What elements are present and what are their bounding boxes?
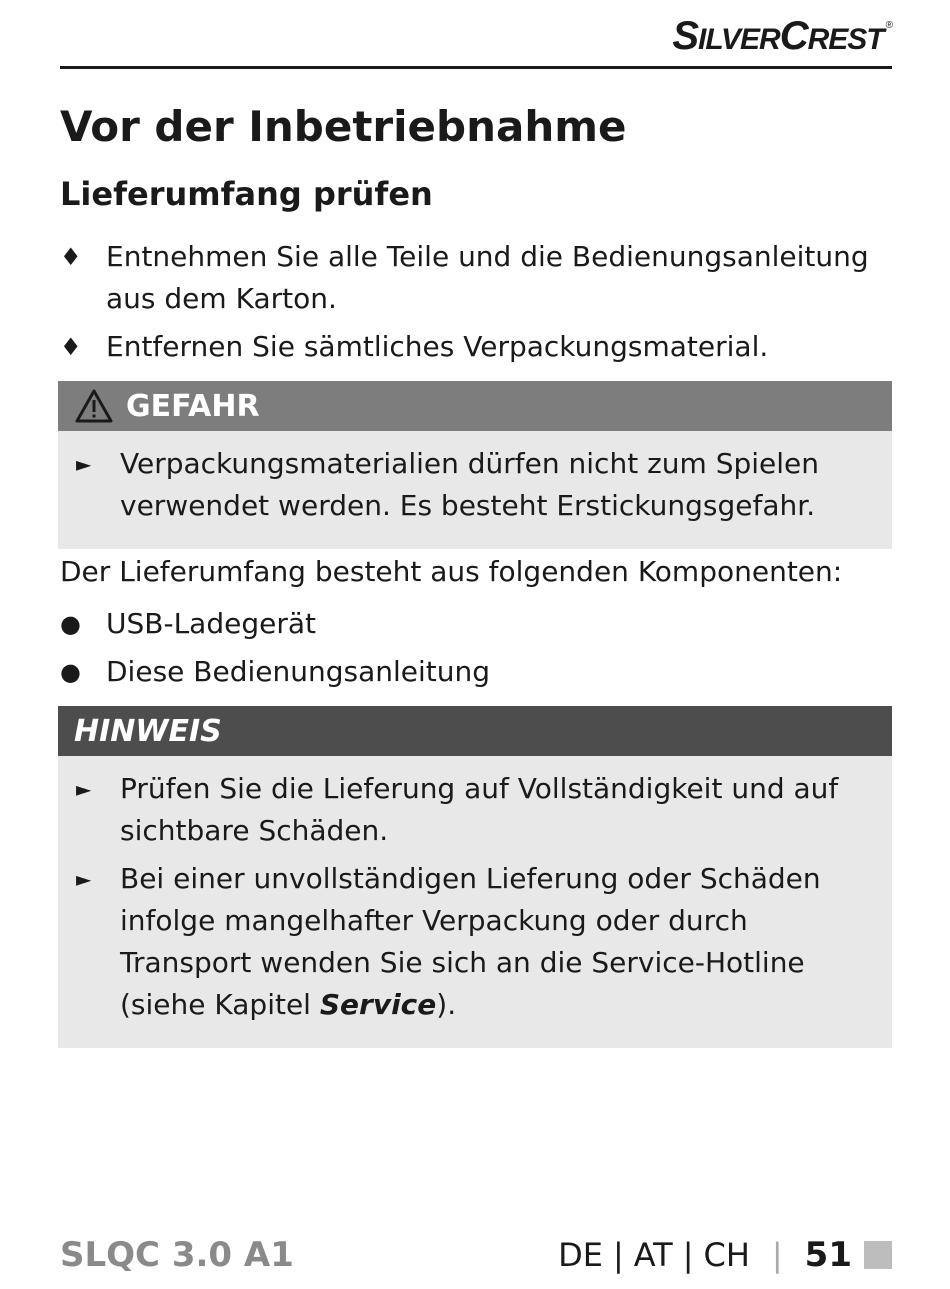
page-title: Vor der Inbetriebnahme: [60, 102, 627, 151]
list-item: ► Prüfen Sie die Lieferung auf Vollständigkeit und auf sichtbare Schäden.: [76, 768, 874, 852]
diamond-bullet-icon: ♦: [60, 333, 82, 361]
warning-triangle-icon: [74, 388, 114, 424]
arrow-bullet-icon: ►: [76, 452, 92, 476]
step-list: [60, 236, 892, 374]
note-list: [58, 756, 892, 1048]
contents-list: [60, 603, 892, 699]
note-box: [58, 706, 892, 1048]
footer-right: [558, 1235, 892, 1275]
arrow-bullet-icon: ►: [76, 867, 92, 891]
list-item: ♦ Entfernen Sie sämtliches Verpackungsmaterial.: [60, 326, 892, 368]
divider: |: [682, 1236, 694, 1274]
diamond-bullet-icon: ♦: [60, 243, 82, 271]
danger-label: GEFAHR: [126, 388, 260, 424]
dot-bullet-icon: ●: [60, 658, 81, 686]
model-number: SLQC 3.0 A1: [60, 1235, 294, 1275]
divider: |: [612, 1236, 624, 1274]
divider: |: [771, 1236, 783, 1274]
service-chapter-reference: Service: [319, 988, 437, 1021]
header-rule: [60, 66, 892, 69]
list-item: ► Verpackungsmaterialien dürfen nicht zum Spielen verwendet werden. Es besteht Erstickungsgefahr.: [76, 443, 874, 527]
list-item: ♦ Entnehmen Sie alle Teile und die Bedienungsanleitung aus dem Karton.: [60, 236, 892, 320]
note-label: HINWEIS: [74, 713, 222, 749]
list-item: ► Bei einer unvollständigen Lieferung oder Schäden infolge mangelhafter Verpackung oder durch Transport wenden Sie sich an die Service-Hotline (siehe Kapitel Service).: [76, 858, 874, 1026]
contents-intro: Der Lieferumfang besteht aus folgenden Komponenten:: [60, 555, 843, 588]
dot-bullet-icon: ●: [60, 610, 81, 638]
brand-logo: SILVERCREST ®: [672, 14, 892, 58]
list-item: ● USB-Ladegerät: [60, 603, 892, 645]
danger-list: [58, 431, 892, 549]
section-title: Lieferumfang prüfen: [60, 175, 433, 213]
lang-at: AT: [633, 1236, 673, 1274]
page-number: 51: [804, 1235, 852, 1275]
danger-box: [58, 381, 892, 549]
lang-de: DE: [558, 1236, 603, 1274]
note-header: [58, 706, 892, 756]
danger-header: [58, 381, 892, 431]
list-item: ● Diese Bedienungsanleitung: [60, 651, 892, 693]
page-marker-square: [864, 1241, 892, 1269]
lang-ch: CH: [703, 1236, 750, 1274]
arrow-bullet-icon: ►: [76, 777, 92, 801]
